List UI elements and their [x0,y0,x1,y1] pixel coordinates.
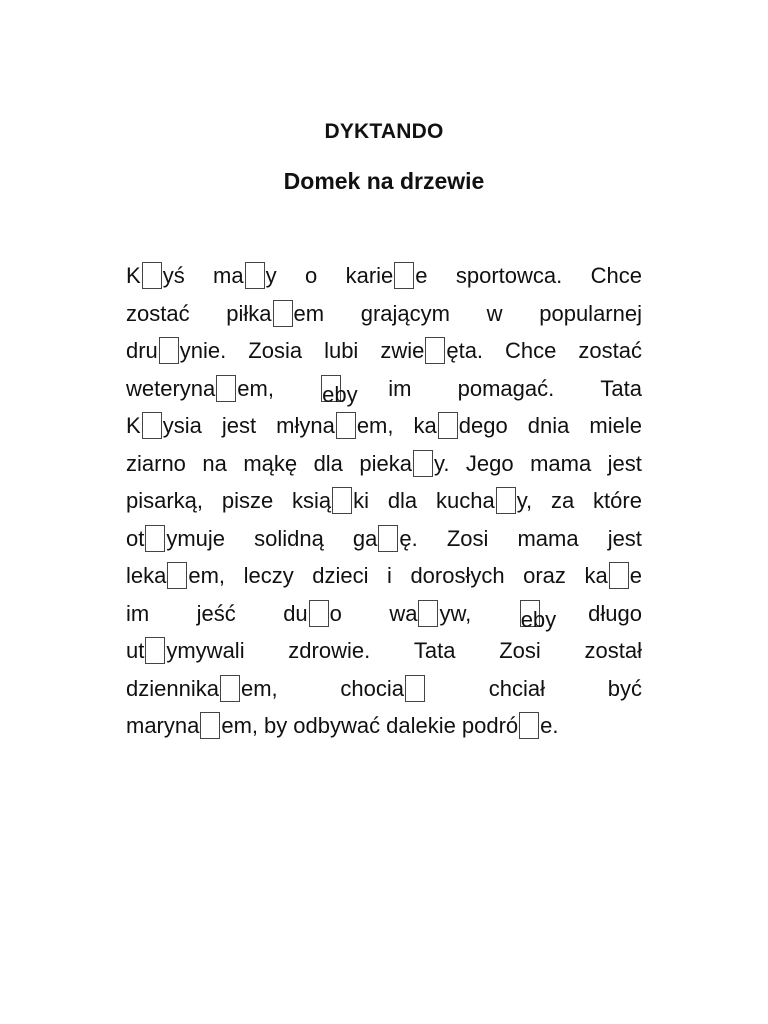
word-fragment: K [126,413,141,438]
word [593,482,642,520]
word [126,482,203,520]
word-fragment: młyna [276,413,335,438]
word-fragment: lubi [324,338,359,363]
word-fragment: em, [237,375,274,401]
letter-gap-box[interactable] [609,562,629,589]
word-fragment: dnia [527,413,570,438]
word-fragment: został [584,638,642,663]
letter-gap-box[interactable] [216,375,236,402]
word [539,295,642,333]
word-fragment: leka [126,563,167,588]
word [293,707,380,745]
word-fragment: ymywali [166,638,245,663]
word-fragment: o [329,600,342,626]
letter-gap-box[interactable] [413,450,433,477]
letter-gap-box[interactable] [336,412,356,439]
word-fragment: ksią [292,488,332,513]
word-fragment: ę. [399,525,418,551]
letter-gap-box[interactable] [425,337,445,364]
word [340,670,426,708]
word-fragment: Jego [465,450,514,476]
word [519,600,557,632]
word [487,295,503,333]
word [244,557,294,595]
word-fragment: pomagać. [457,375,555,401]
word [126,370,274,408]
word [447,520,489,558]
dictation-text [126,257,642,745]
word-fragment: e [629,563,642,588]
word-fragment: dru [126,338,158,363]
word-fragment: i [387,563,392,588]
word [305,257,317,295]
word-fragment: dalekie [386,713,456,738]
word-fragment: by [264,713,288,738]
word-fragment: pisze [221,488,274,513]
word [346,257,428,295]
word [600,370,642,408]
word-fragment: grającym [360,300,450,326]
text-line [126,445,642,483]
word [353,520,418,558]
word [283,595,342,633]
letter-gap-box[interactable] [309,600,329,627]
letter-gap-box[interactable] [200,712,220,739]
word [288,632,370,670]
word [248,332,302,370]
word [380,332,483,370]
word [213,257,277,295]
word-fragment: zwie [380,338,425,363]
letter-gap-box[interactable] [273,300,293,327]
word-fragment: Zosi [499,638,541,663]
word-fragment: ynie. [179,338,227,363]
word [436,482,532,520]
word [499,632,541,670]
word-fragment: za [550,488,575,513]
letter-gap-box[interactable] [167,562,187,589]
word [243,445,297,483]
word [292,482,369,520]
word [359,445,449,483]
word-fragment: mąkę [243,450,298,476]
text-line [126,370,642,408]
letter-gap-box[interactable]: eby [321,375,341,402]
word [608,445,642,483]
word-fragment: w [486,300,503,326]
word-fragment: em, [356,413,394,438]
text-line [126,482,642,520]
word-fragment: weteryna [126,375,216,401]
word-fragment: ut [126,638,145,663]
word [320,375,358,407]
word-fragment: yw, [439,600,472,626]
word-fragment: jest [607,450,642,476]
word [389,595,471,633]
word-fragment: K [126,263,141,288]
word-fragment: y, [516,488,533,513]
word-fragment: ymuje [166,525,226,551]
word-fragment: dego [458,413,508,438]
word [126,407,202,445]
word-fragment: ziarno [126,450,186,476]
word [126,520,225,558]
word [202,445,226,483]
word [523,557,566,595]
word-fragment: pieka [359,450,412,476]
document-title: DYKTANDO [324,120,444,143]
word [458,370,555,408]
word-fragment: dla [387,488,418,513]
word-fragment: dzieci [312,563,369,588]
word-fragment: ęta. [446,338,484,363]
word-fragment: Tata [600,375,642,401]
word [126,632,245,670]
word-fragment: mama [530,450,592,476]
word [126,595,149,633]
word [386,707,456,745]
word-fragment: jest [221,413,257,438]
word-fragment: ka [584,563,608,588]
word [584,557,642,595]
word-fragment: ki [353,488,370,513]
word [584,632,641,670]
word [126,557,225,595]
word-fragment: solidną [254,525,324,551]
letter-gap-box[interactable] [159,337,179,364]
word-fragment: Tata [413,638,456,663]
word-fragment: zdrowie. [288,638,371,663]
document-subtitle: Domek na drzewie [283,168,485,194]
word [222,482,273,520]
word-fragment: wa [389,600,418,626]
word-fragment: y [265,263,277,288]
word [197,595,236,633]
letter-gap-box[interactable] [142,412,162,439]
word-fragment: karie [345,263,394,288]
word [588,595,642,633]
word-fragment: pisarką, [126,488,204,513]
word-fragment: odbywać [293,713,381,738]
word [591,257,642,295]
word [589,407,642,445]
word-fragment: chocia [340,675,404,701]
word-fragment: Chce [590,263,642,288]
word-fragment: yś [162,263,185,288]
text-line [126,257,642,295]
word-fragment: ot [126,525,145,551]
word [414,407,508,445]
letter-gap-box[interactable] [378,525,398,552]
word [254,520,324,558]
word [226,295,324,333]
word [126,332,226,370]
word-fragment: em, [240,675,278,701]
word [608,520,642,558]
letter-gap-box[interactable] [496,487,516,514]
word-fragment: ga [352,525,378,551]
word-fragment: kucha [435,488,495,513]
letter-gap-box[interactable] [220,675,240,702]
word-fragment: maryna [126,713,200,738]
word-fragment: du [283,600,308,626]
word [312,557,368,595]
text-line [126,295,642,333]
word [489,670,545,708]
word-fragment: oraz [523,563,566,588]
text-line [126,595,642,633]
word-fragment: jest [607,525,642,551]
word [264,707,287,745]
letter-gap-box[interactable] [418,600,438,627]
word-fragment: dziennika [126,675,219,701]
word-fragment: Zosi [446,525,489,551]
text-line [126,670,642,708]
letter-gap-box[interactable] [438,412,458,439]
word-fragment: sportowca. [455,263,563,288]
text-line [126,557,642,595]
letter-gap-box[interactable] [145,525,165,552]
word-fragment: mama [517,525,579,551]
word-fragment: dorosłych [410,563,505,588]
word [528,407,570,445]
word-fragment: na [202,450,227,476]
word [505,332,556,370]
word-fragment: o [304,263,318,288]
word-fragment: podró [461,713,519,738]
text-line [126,520,642,558]
word [126,257,185,295]
letter-gap-box[interactable] [245,262,265,289]
word-fragment: ysia [162,413,202,438]
word-fragment: em, [188,563,226,588]
word [530,445,591,483]
word [388,370,411,408]
word [276,407,393,445]
word-fragment: ka [413,413,437,438]
word-fragment: chciał [488,675,545,701]
word [517,520,578,558]
word-fragment: y. [433,450,450,476]
text-line [126,632,642,670]
word [126,670,278,708]
word-fragment: dla [313,450,343,476]
word-fragment: piłka [226,300,272,326]
word-fragment: długo [588,600,642,626]
word [456,257,562,295]
letter-gap-box[interactable] [145,637,165,664]
word [578,332,642,370]
word [126,707,258,745]
word-fragment: które [593,488,642,513]
word-fragment: e [415,263,428,288]
word [551,482,574,520]
word-fragment: Zosia [248,338,303,363]
letter-gap-box[interactable]: eby [520,600,540,627]
word [388,482,417,520]
text-line [126,707,642,745]
letter-gap-box[interactable] [142,262,162,289]
word-fragment: leczy [243,563,294,588]
word [314,445,343,483]
word-fragment: miele [589,413,642,438]
word [410,557,504,595]
word [324,332,358,370]
word-fragment: popularnej [539,300,642,326]
letter-gap-box[interactable] [519,712,539,739]
word-fragment: em, [221,713,259,738]
word [361,295,450,333]
word-fragment: ma [213,263,244,288]
word-fragment: im [388,375,412,401]
letter-gap-box[interactable] [405,675,425,702]
word-fragment: im [126,600,150,626]
word [222,407,256,445]
word-fragment: być [607,675,642,701]
word-fragment: jeść [196,600,236,626]
text-line [126,332,642,370]
word-fragment: zostać [578,338,642,363]
word-fragment: em [293,300,325,326]
word [462,707,559,745]
word-fragment: e. [540,713,559,738]
word [387,557,392,595]
word [414,632,456,670]
word [466,445,514,483]
letter-gap-box[interactable] [332,487,352,514]
text-line [126,407,642,445]
word-fragment: Chce [505,338,557,363]
word [126,445,186,483]
word [608,670,642,708]
word-fragment: zostać [126,300,190,326]
letter-gap-box[interactable] [394,262,414,289]
word [126,295,190,333]
